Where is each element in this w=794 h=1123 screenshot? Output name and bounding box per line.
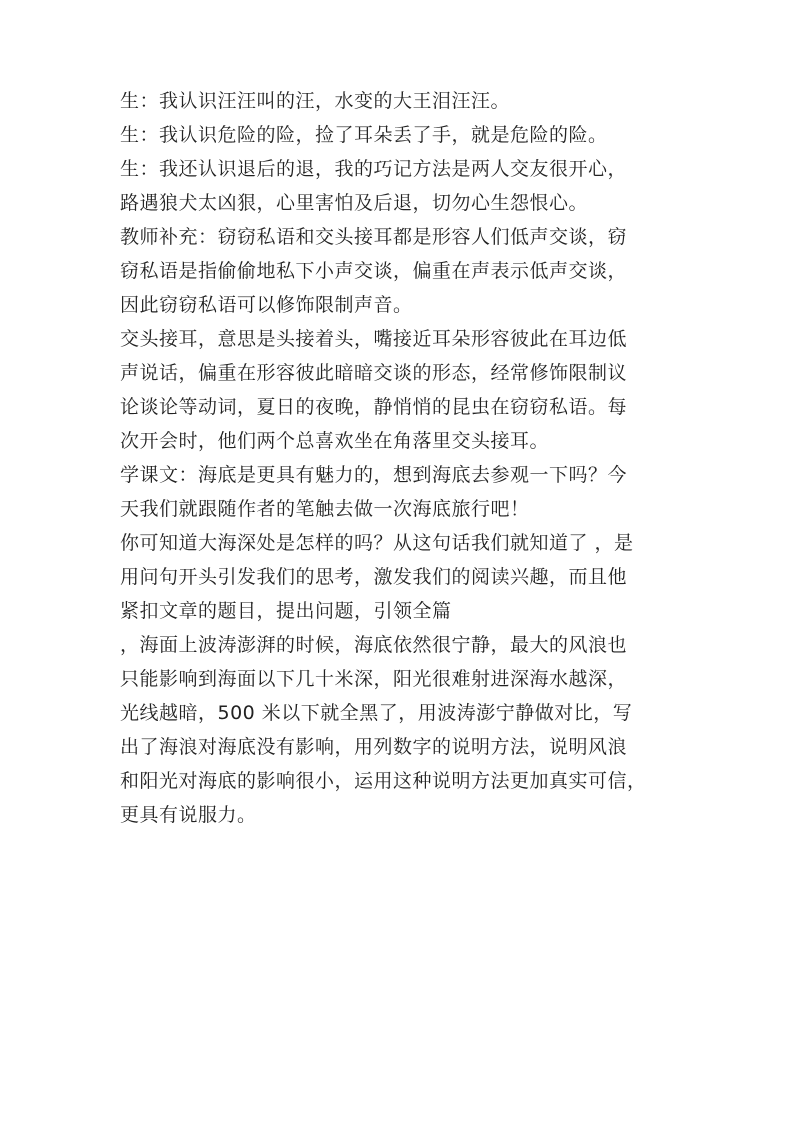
text-line: 因此窃窃私语可以修饰限制声音。	[120, 294, 413, 316]
text-line: 生：我认识危险的险，捡了耳朵丢了手，就是危险的险。	[120, 124, 608, 146]
text-line: 紧扣文章的题目，提出问题，引领全篇	[120, 600, 452, 622]
text-line: 只能影响到海面以下几十米深，阳光很难射进深海水越深，	[120, 668, 628, 690]
text-line: 次开会时，他们两个总喜欢坐在角落里交头接耳。	[120, 430, 550, 452]
text-line: ，海面上波涛澎湃的时候，海底依然很宁静，最大的风浪也	[120, 634, 628, 656]
text-line: 窃私语是指偷偷地私下小声交谈，偏重在声表示低声交谈，	[120, 260, 628, 282]
document-body	[120, 84, 690, 832]
text-line: 路遇狼犬太凶狠，心里害怕及后退，切勿心生怨恨心。	[120, 192, 589, 214]
text-line: 学课文：海底是更具有魅力的，想到海底去参观一下吗？今	[120, 464, 628, 486]
text-line: 交头接耳，意思是头接着头，嘴接近耳朵形容彼此在耳边低	[120, 328, 628, 350]
text-line: 出了海浪对海底没有影响，用列数字的说明方法，说明风浪	[120, 736, 628, 758]
text-line: 论谈论等动词，夏日的夜晚，静悄悄的昆虫在窃窃私语。每	[120, 396, 628, 418]
text-line: 更具有说服力。	[120, 804, 257, 826]
text-line: 用问句开头引发我们的思考，激发我们的阅读兴趣，而且他	[120, 566, 628, 588]
text-line: 声说话，偏重在形容彼此暗暗交谈的形态，经常修饰限制议	[120, 362, 628, 384]
text-line: 教师补充：窃窃私语和交头接耳都是形容人们低声交谈，窃	[120, 226, 628, 248]
text-line: 生：我还认识退后的退，我的巧记方法是两人交友很开心，	[120, 158, 628, 180]
text-line: 你可知道大海深处是怎样的吗？从这句话我们就知道了 ，是	[120, 532, 634, 554]
text-line: 生：我认识汪汪叫的汪，水变的大王泪汪汪。	[120, 90, 511, 112]
text-line: 和阳光对海底的影响很小，运用这种说明方法更加真实可信，	[120, 770, 647, 792]
text-line: 光线越暗，500 米以下就全黑了，用波涛澎宁静做对比，写	[120, 702, 633, 724]
text-line: 天我们就跟随作者的笔触去做一次海底旅行吧！	[120, 498, 530, 520]
